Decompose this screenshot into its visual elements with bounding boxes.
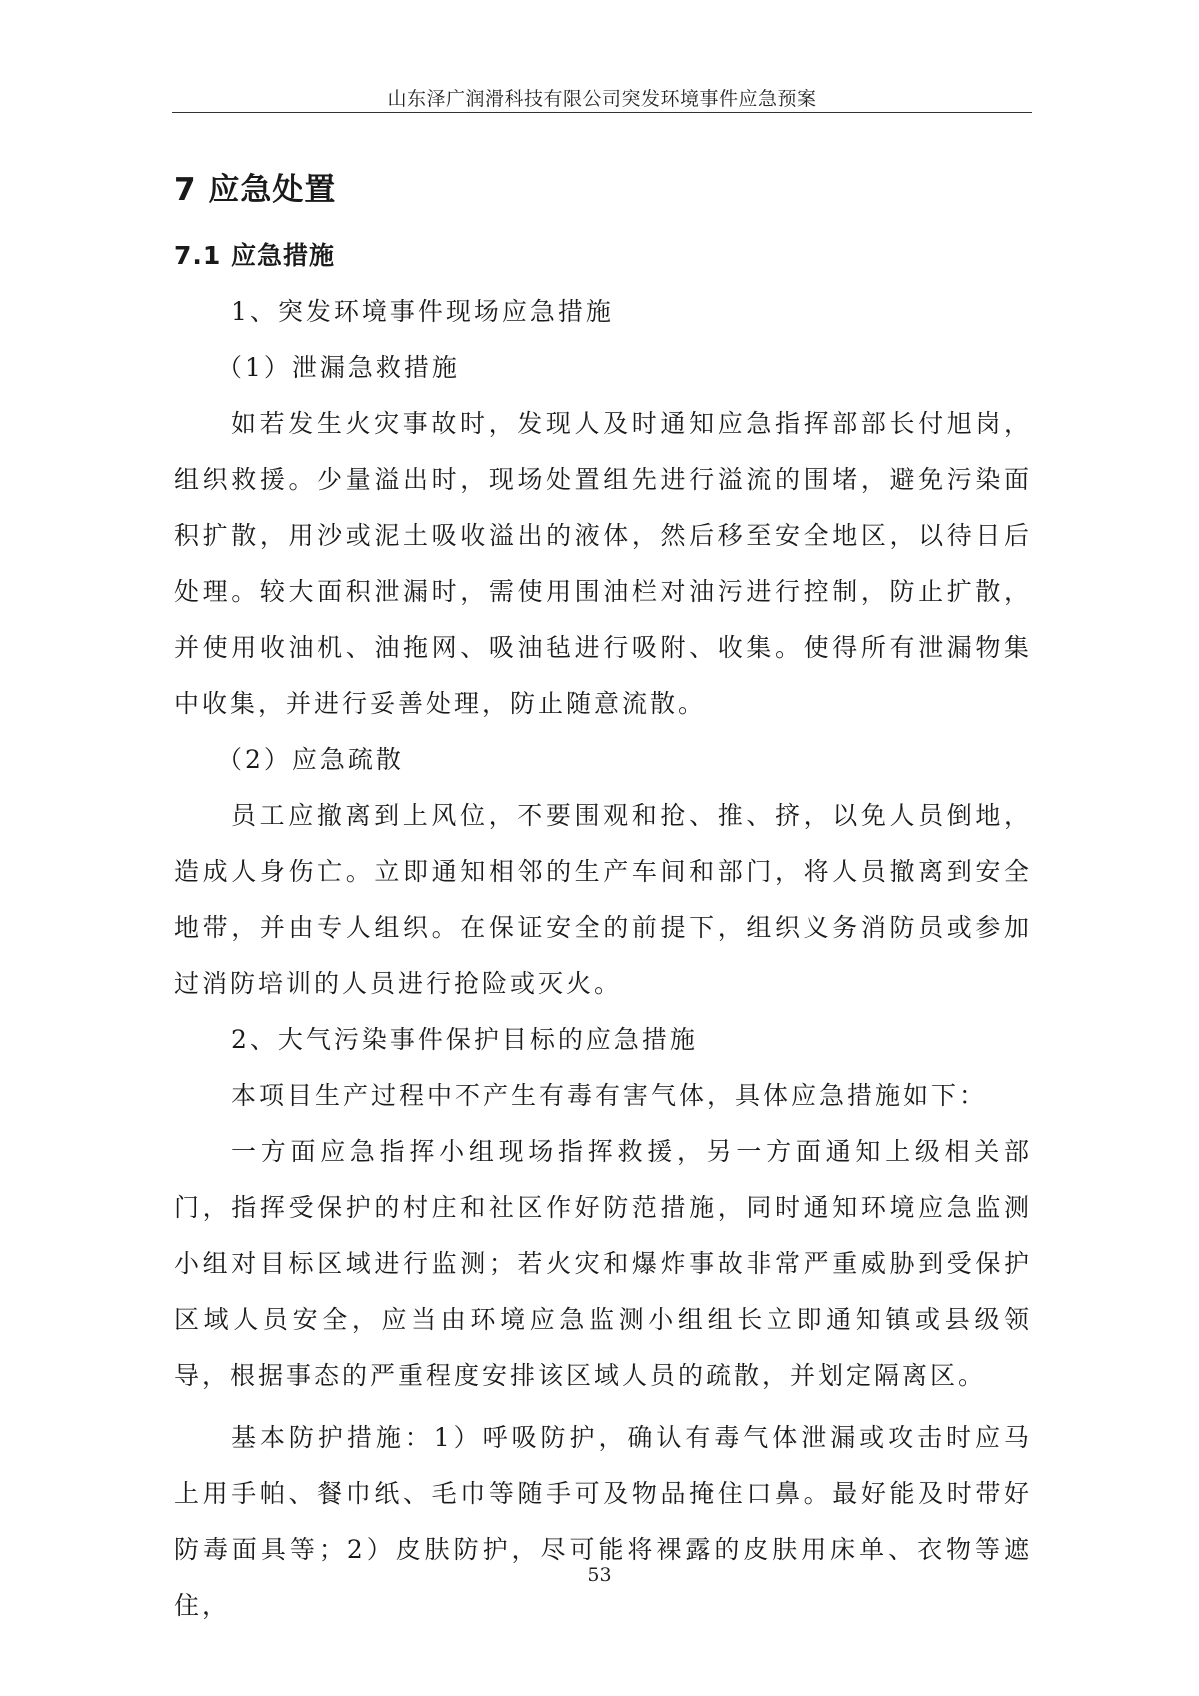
item-heading-leak-rescue: （1）泄漏急救措施: [217, 353, 460, 382]
item-heading-site-measures: 1、突发环境事件现场应急措施: [231, 297, 614, 326]
running-header: 山东泽广润滑科技有限公司突发环境事件应急预案: [387, 88, 817, 110]
subsection-heading: 7.1 应急措施: [174, 241, 335, 270]
item-heading-air-pollution: 2、大气污染事件保护目标的应急措施: [231, 1025, 698, 1054]
paragraph-no-toxic-gas: 本项目生产过程中不产生有毒有害气体，具体应急措施如下：: [231, 1081, 988, 1110]
paragraph-leak-rescue: 如若发生火灾事故时，发现人及时通知应急指挥部部长付旭岗，组织救援。少量溢出时，现场处置组先进行溢流的围堵，避免污染面积扩散，用沙或泥土吸收溢出的液体，然后移至安全地区，以待日后处理。较大面积泄漏时，需使用围油栏对油污进行控制，防止扩散，并使用收油机、油拖网、吸油毡进行吸附、收集。使得所有泄漏物集中收集，并进行妥善处理，防止随意流散。: [174, 409, 1032, 718]
header-divider: [172, 112, 1032, 113]
paragraph-command-rescue: 一方面应急指挥小组现场指挥救援，另一方面通知上级相关部门，指挥受保护的村庄和社区作好防范措施，同时通知环境应急监测小组对目标区域进行监测；若火灾和爆炸事故非常严重威胁到受保护区域人员安全，应当由环境应急监测小组组长立即通知镇或县级领导，根据事态的严重程度安排该区域人员的疏散，并划定隔离区。: [174, 1137, 1032, 1390]
paragraph-evacuation: 员工应撤离到上风位，不要围观和抢、推、挤，以免人员倒地，造成人身伤亡。立即通知相邻的生产车间和部门，将人员撤离到安全地带，并由专人组织。在保证安全的前提下，组织义务消防员或参加过消防培训的人员进行抢险或灭火。: [174, 801, 1032, 998]
paragraph-basic-protection: 基本防护措施：1）呼吸防护，确认有毒气体泄漏或攻击时应马上用手帕、餐巾纸、毛巾等随手可及物品掩住口鼻。最好能及时带好防毒面具等；2）皮肤防护，尽可能将裸露的皮肤用床单、衣物等遮住，: [174, 1423, 1032, 1620]
page-content: [174, 168, 1032, 1634]
page-number: 53: [587, 1564, 612, 1586]
section-heading: 7 应急处置: [174, 172, 337, 208]
item-heading-evacuation: （2）应急疏散: [217, 745, 404, 774]
